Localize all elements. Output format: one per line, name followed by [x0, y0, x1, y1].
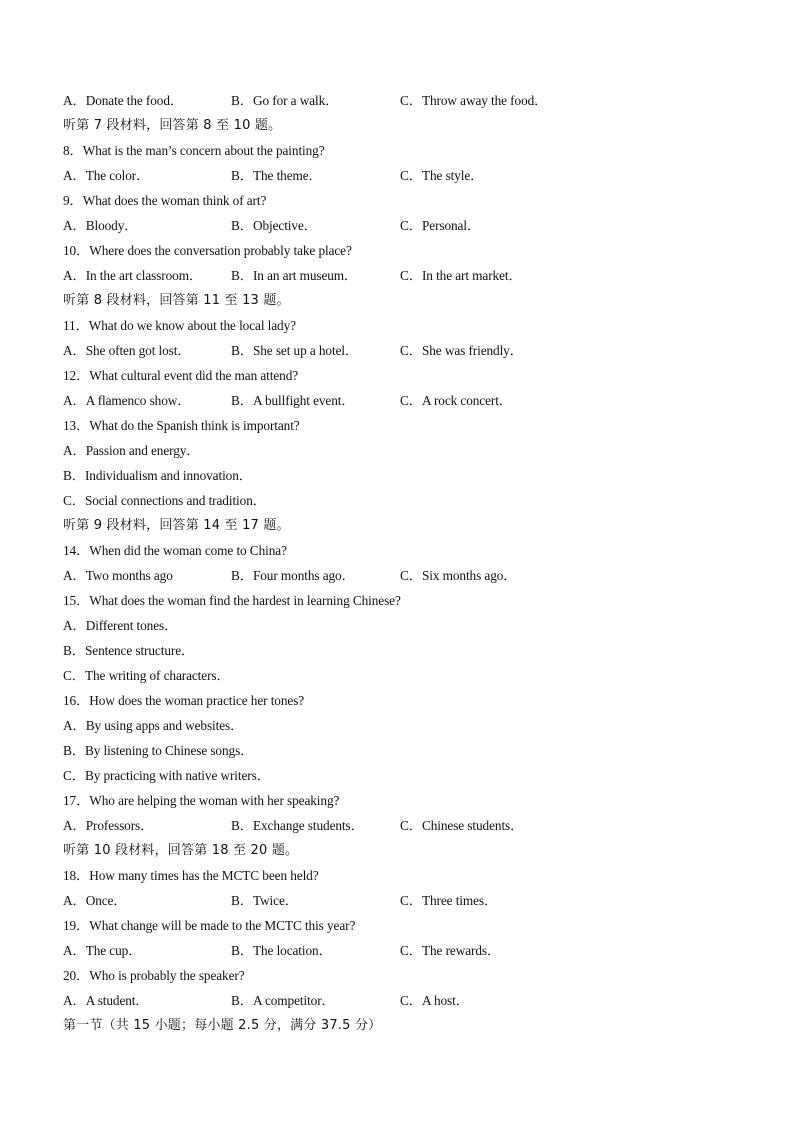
option-c: C．Three times． [400, 893, 498, 908]
question-text: C．The writing of characters． [63, 668, 230, 683]
section-heading: 听第 8 段材料，回答第 11 至 13 题。 [63, 293, 290, 308]
option-c: C．She was friendly． [400, 343, 523, 358]
option-b: B．Twice． [231, 893, 298, 908]
option-a: A．A flamenco show． [63, 393, 191, 408]
option-a: A．She often got lost． [63, 343, 191, 358]
question-text: 10．Where does the conversation probably take place? [63, 243, 352, 258]
option-b: B．In an art museum． [231, 268, 358, 283]
question-text: 20．Who is probably the speaker? [63, 968, 245, 983]
question-text: 16．How does the woman practice her tones? [63, 693, 305, 708]
option-c: C．The style． [400, 168, 484, 183]
option-b: B．A competitor． [231, 993, 335, 1008]
option-c: C．Throw away the food． [400, 93, 548, 108]
option-a: A．Once． [63, 893, 127, 908]
question-text: 12．What cultural event did the man attend? [63, 368, 299, 383]
question-text: B．Individualism and innovation． [63, 468, 252, 483]
section-heading: 听第 10 段材料，回答第 18 至 20 题。 [63, 843, 299, 858]
question-text: A．Different tones． [63, 618, 178, 633]
section-heading: 第一节（共 15 小题；每小题 2.5 分，满分 37.5 分） [63, 1018, 382, 1033]
option-c: C．In the art market． [400, 268, 522, 283]
question-text: 18．How many times has the MCTC been held? [63, 868, 319, 883]
option-b: B．Go for a walk． [231, 93, 339, 108]
option-a: A．A student． [63, 993, 149, 1008]
question-text: C．By practicing with native writers． [63, 768, 270, 783]
option-a: A．Two months ago [63, 568, 173, 583]
option-a: A．The cup． [63, 943, 142, 958]
section-heading: 听第 9 段材料，回答第 14 至 17 题。 [63, 518, 290, 533]
option-a: A．In the art classroom． [63, 268, 203, 283]
option-b: B．A bullfight event． [231, 393, 355, 408]
question-text: 11．What do we know about the local lady? [63, 318, 296, 333]
section-heading: 听第 7 段材料，回答第 8 至 10 题。 [63, 118, 282, 133]
option-b: B．She set up a hotel． [231, 343, 359, 358]
option-b: B．Exchange students． [231, 818, 364, 833]
option-c: C．A rock concert． [400, 393, 513, 408]
question-text: 15．What does the woman find the hardest in learning Chinese? [63, 593, 401, 608]
option-c: C．A host． [400, 993, 469, 1008]
question-text: 13．What do the Spanish think is important? [63, 418, 300, 433]
question-text: B．By listening to Chinese songs． [63, 743, 254, 758]
option-a: A．Donate the food． [63, 93, 184, 108]
option-c: C．Chinese students． [400, 818, 524, 833]
option-b: B．Four months ago． [231, 568, 355, 583]
option-b: B．The location． [231, 943, 332, 958]
option-c: C．Six months ago． [400, 568, 517, 583]
option-b: B．The theme． [231, 168, 322, 183]
question-text: 9．What does the woman think of art? [63, 193, 267, 208]
option-c: C．Personal． [400, 218, 481, 233]
option-b: B．Objective． [231, 218, 317, 233]
option-a: A．The color． [63, 168, 150, 183]
question-text: A．Passion and energy． [63, 443, 200, 458]
option-a: A．Bloody． [63, 218, 138, 233]
option-c: C．The rewards． [400, 943, 501, 958]
question-text: A．By using apps and websites． [63, 718, 244, 733]
question-text: 19．What change will be made to the MCTC this year? [63, 918, 356, 933]
question-text: 8．What is the man’s concern about the painting? [63, 143, 325, 158]
option-a: A．Professors． [63, 818, 154, 833]
question-text: 14．When did the woman come to China? [63, 543, 287, 558]
question-text: C．Social connections and tradition． [63, 493, 266, 508]
question-text: 17．Who are helping the woman with her speaking? [63, 793, 340, 808]
question-text: B．Sentence structure． [63, 643, 195, 658]
